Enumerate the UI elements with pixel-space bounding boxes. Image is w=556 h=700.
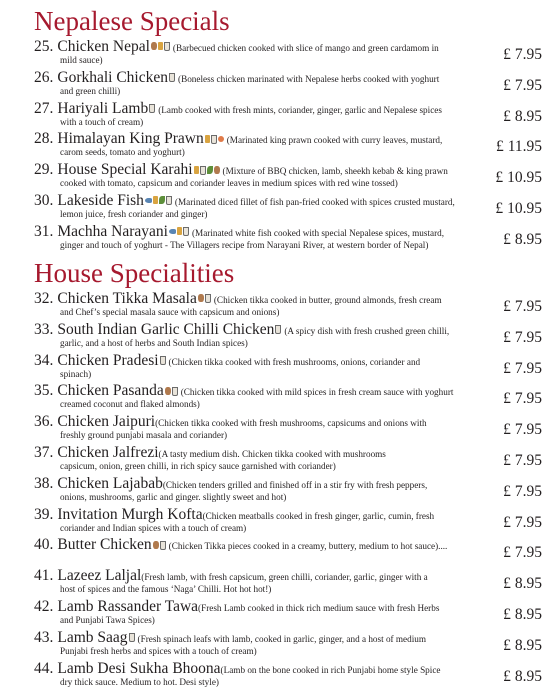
item-description: (Fresh lamb, with fresh capsicum, green chilli, coriander, garlic, ginger with a: [141, 572, 428, 583]
dietary-icons: [151, 42, 171, 52]
price-value: 8.95: [514, 107, 542, 125]
item-line: [34, 660, 484, 677]
item-description: (Chicken meatballs cooked in fresh ginger, garlic, cumin, fresh: [202, 510, 435, 521]
item-number: 26.: [34, 68, 54, 86]
item-price: [503, 483, 542, 500]
jar-icon: [153, 196, 158, 204]
item-price: [503, 668, 542, 685]
item-name: Chicken Nepal: [57, 38, 150, 55]
item-description-cont: [34, 117, 490, 128]
item-price: [503, 390, 542, 407]
item-line: [34, 100, 484, 117]
price-value: 7.95: [514, 298, 542, 315]
item-description-cont: [34, 615, 490, 626]
item-name: Lazeez Laljal: [57, 567, 142, 585]
price-value: 7.95: [514, 513, 542, 531]
item-description: (Chicken tikka cooked with mild spices in fresh cream sauce with yoghurt: [180, 387, 454, 398]
currency-symbol: £: [503, 544, 511, 562]
item-number: 33.: [34, 320, 54, 338]
item-description-end: ): [425, 239, 429, 250]
glass-icon: [172, 387, 178, 396]
price-value: 7.95: [514, 390, 542, 408]
item-description: (Chicken Tikka pieces cooked in a creamy, buttery, medium to hot sauce)....: [168, 541, 448, 552]
item-price: [503, 452, 542, 469]
currency-symbol: £: [503, 230, 511, 248]
item-number: 34.: [34, 351, 54, 369]
section-title-house-specialities: House Specialities: [34, 258, 235, 288]
currency-symbol: £: [503, 482, 511, 500]
item-name: Lamb Rassander Tawa: [57, 598, 199, 615]
currency-symbol: £: [503, 636, 511, 654]
item-description-cont: [34, 492, 490, 503]
item-name: Chicken Jalfrezi: [57, 444, 159, 461]
menu-item[interactable]: [34, 69, 544, 97]
price-value: 7.95: [514, 482, 542, 500]
price-value: 7.95: [514, 421, 542, 439]
menu-item[interactable]: [34, 536, 544, 562]
item-description: (Barbecued chicken cooked with slice of mango and green cardamom in: [172, 43, 439, 53]
item-line: [34, 444, 484, 461]
item-description: (A tasty medium dish. Chicken tikka cooked with mushrooms: [158, 449, 386, 459]
glass-icon: [166, 196, 172, 205]
item-number: 42.: [34, 598, 54, 615]
item-description-cont: [34, 178, 490, 189]
dietary-icons: [194, 166, 221, 176]
dietary-icons: [169, 227, 190, 237]
price-value: 8.95: [514, 575, 542, 593]
item-price: [503, 77, 542, 94]
menu-item[interactable]: [34, 629, 544, 657]
dietary-icons: [198, 294, 212, 304]
menu-item[interactable]: [34, 161, 544, 189]
meat-icon: [165, 387, 171, 395]
item-description: (Lamb on the bone cooked in rich Punjabi home style Spice: [220, 664, 441, 675]
price-value: 8.95: [514, 636, 542, 654]
jar-icon: [177, 227, 182, 235]
item-name: South Indian Garlic Chilli Chicken: [57, 320, 275, 338]
item-number: 36.: [34, 413, 54, 431]
item-description-cont: [34, 307, 490, 318]
item-number: 43.: [34, 628, 54, 646]
glass-icon: [129, 633, 135, 642]
price-value: 8.95: [514, 606, 542, 623]
item-number: 35.: [34, 382, 54, 400]
item-number: 28.: [34, 130, 54, 148]
item-line: [34, 290, 484, 307]
item-description-2: garlic, and a host of herbs and South Indian spices): [60, 337, 248, 348]
menu-item[interactable]: [34, 413, 544, 441]
item-number: 38.: [34, 474, 54, 492]
price-value: 7.95: [514, 544, 542, 562]
glass-icon: [205, 294, 211, 303]
item-description-2: freshly ground punjabi masala and coriander): [60, 430, 228, 441]
item-description: (Boneless chicken marinated with Nepalese herbs cooked with yoghurt: [178, 73, 440, 84]
item-line: [34, 161, 484, 178]
menu-item[interactable]: [34, 130, 544, 158]
item-description-cont: [34, 240, 490, 251]
currency-symbol: £: [503, 328, 511, 346]
item-description-2: carom seeds, tomato and yoghurt): [60, 147, 185, 158]
price-value: 10.95: [507, 200, 542, 217]
item-description-cont: [34, 209, 490, 220]
item-description-2: spinach): [60, 368, 92, 379]
currency-symbol: £: [503, 452, 511, 469]
menu-item[interactable]: [34, 192, 544, 220]
currency-symbol: £: [503, 667, 511, 685]
item-line: [34, 382, 484, 399]
item-line: [34, 475, 484, 492]
fish-icon: [145, 198, 152, 203]
item-price: [503, 637, 542, 654]
item-line: [34, 413, 484, 430]
item-line: [34, 598, 484, 615]
item-number: 41.: [34, 567, 54, 585]
menu-item[interactable]: [34, 475, 544, 503]
item-description-2: and Punjabi Tawa Spices): [60, 615, 155, 625]
price-value: 8.95: [514, 667, 542, 685]
item-price: [503, 606, 542, 623]
glass-icon: [211, 135, 217, 144]
item-name: Chicken Jaipuri: [57, 413, 156, 431]
fish-icon: [169, 229, 176, 234]
glass-icon: [149, 104, 155, 113]
item-number: 31.: [34, 222, 54, 240]
glass-icon: [164, 42, 170, 51]
menu-item[interactable]: [34, 506, 544, 534]
currency-symbol: £: [503, 298, 511, 315]
item-description: (Chicken tikka cooked with fresh mushrooms, onions, coriander and: [168, 356, 421, 367]
item-description-cont: [34, 523, 490, 534]
menu-item[interactable]: [34, 382, 544, 410]
glass-icon: [183, 227, 189, 236]
dietary-icons: [205, 135, 225, 145]
menu-item[interactable]: [34, 352, 544, 380]
dietary-icons: [149, 104, 156, 114]
item-price: [503, 575, 542, 592]
currency-symbol: £: [503, 513, 511, 531]
item-description-cont: [34, 55, 490, 66]
item-name: Lamb Desi Sukha Bhoona: [57, 659, 221, 677]
meat-icon: [153, 541, 159, 549]
glass-icon: [160, 541, 166, 550]
leaf-icon: [207, 166, 213, 174]
dietary-icons: [275, 325, 282, 335]
item-description-2: onions, mushrooms, garlic and ginger. slightly sweet and hot): [60, 491, 287, 502]
meat-icon: [198, 294, 204, 302]
item-number: 27.: [34, 99, 54, 117]
menu-item[interactable]: [34, 38, 544, 66]
item-name: Machha Narayani: [57, 222, 168, 240]
currency-symbol: £: [503, 46, 511, 63]
item-price: [495, 169, 542, 186]
item-price: [503, 421, 542, 438]
item-description-2: ginger and touch of yoghurt -: [60, 239, 171, 250]
shrimp-icon: [218, 136, 224, 142]
item-name: Chicken Tikka Masala: [57, 290, 197, 307]
item-line: [34, 130, 484, 147]
dietary-icons: [160, 356, 167, 366]
item-description: (Fresh Lamb cooked in thick rich medium sauce with fresh Herbs: [198, 603, 440, 613]
item-number: 37.: [34, 444, 54, 461]
price-value: 7.95: [514, 46, 542, 63]
item-price: [503, 514, 542, 531]
glass-icon: [275, 325, 281, 334]
currency-symbol: £: [503, 390, 511, 408]
item-description-2: with a touch of cream): [60, 116, 144, 127]
item-description-cont: [34, 147, 490, 158]
item-description-2: and green chilli): [60, 85, 121, 96]
menu-item[interactable]: [34, 321, 544, 349]
item-name: House Special Karahi: [57, 161, 193, 179]
item-description-cont: [34, 338, 490, 349]
currency-symbol: £: [503, 606, 511, 623]
item-description-cont: [34, 646, 490, 657]
menu-item[interactable]: [34, 100, 544, 128]
item-description-2: mild sauce): [60, 55, 103, 65]
item-description: (Chicken tikka cooked with fresh mushrooms, capsicums and onions with: [155, 418, 427, 429]
price-value: 10.95: [507, 169, 542, 187]
item-price: [503, 544, 542, 561]
leaf-icon: [159, 196, 165, 204]
currency-symbol: £: [495, 169, 504, 187]
item-line: [34, 38, 484, 55]
currency-symbol: £: [503, 76, 511, 94]
item-line: [34, 223, 484, 240]
price-value: 8.95: [514, 230, 542, 248]
currency-symbol: £: [503, 107, 511, 125]
menu-item[interactable]: [34, 567, 544, 595]
item-price: [496, 138, 542, 155]
item-line: [34, 536, 484, 553]
item-description: (Fresh spinach leafs with lamb, cooked in garlic, ginger, and a host of medium: [137, 633, 427, 644]
item-name: Chicken Pradesi: [57, 351, 159, 369]
item-description-cont: [34, 584, 490, 595]
price-value: 7.95: [514, 328, 542, 346]
item-description-cont: [34, 369, 490, 380]
menu-item[interactable]: [34, 290, 544, 318]
glass-icon: [169, 73, 175, 82]
dietary-icons: [145, 196, 173, 206]
item-price: [503, 298, 542, 315]
section-title-nepalese-specials: Nepalese Specials: [34, 6, 230, 36]
item-line: [34, 567, 484, 584]
currency-symbol: £: [503, 359, 511, 377]
item-description: (Marinated white fish cooked with special Nepalese spices, mustard,: [191, 227, 445, 238]
item-description-2: dry thick sauce. Medium to hot. Desi style): [60, 676, 219, 687]
item-description-2: lemon juice, fresh coriander and ginger): [60, 209, 208, 219]
jar-icon: [158, 42, 163, 50]
item-number: 32.: [34, 290, 54, 307]
item-number: 40.: [34, 536, 54, 554]
item-name: Lamb Saag: [57, 628, 128, 646]
item-description-2: and Chef’s special masala sauce with capsicum and onions): [60, 307, 280, 317]
item-description-cont: [34, 461, 490, 472]
item-description: (Chicken tikka cooked in butter, ground almonds, fresh cream: [213, 295, 442, 305]
item-description-2: creamed coconut and flaked almonds): [60, 399, 200, 410]
menu-item[interactable]: [34, 444, 544, 472]
item-price: [503, 46, 542, 63]
jar-icon: [205, 135, 210, 143]
item-description: (Marinated king prawn cooked with curry leaves, mustard,: [226, 135, 443, 146]
item-description: (Lamb cooked with fresh mints, coriander, ginger, garlic and Nepalese spices: [158, 104, 442, 115]
item-name: Chicken Pasanda: [57, 382, 164, 400]
item-description-note: The Villagers recipe from Narayani River, at western border of Nepal: [170, 239, 426, 250]
item-description-2: cooked with tomato, capsicum and coriander leaves in medium spices with red wine tossed): [60, 178, 398, 189]
menu-item[interactable]: [34, 598, 544, 626]
item-description-2: coriander and Indian spices with a touch of cream): [60, 522, 247, 533]
item-description-2: Punjabi fresh herbs and spices with a touch of cream): [60, 645, 257, 656]
item-description-2: host of spices and the famous ‘Naga’ Chilli. Hot hot hot!): [60, 584, 272, 595]
dietary-icons: [129, 633, 136, 643]
meat-icon: [214, 166, 220, 174]
item-description-cont: [34, 86, 490, 97]
currency-symbol: £: [495, 200, 504, 217]
item-number: 29.: [34, 161, 54, 179]
item-description-2: capsicum, onion, green chilli, in rich spicy sauce garnished with coriander): [60, 461, 336, 471]
item-price: [503, 231, 542, 248]
item-line: [34, 352, 484, 369]
price-value: 7.95: [514, 452, 542, 469]
item-price: [503, 108, 542, 125]
item-line: [34, 192, 484, 209]
currency-symbol: £: [495, 138, 504, 156]
item-name: Invitation Murgh Kofta: [57, 505, 203, 523]
item-name: Himalayan King Prawn: [57, 130, 204, 148]
jar-icon: [194, 166, 199, 174]
item-number: 25.: [34, 38, 54, 55]
item-name: Hariyali Lamb: [57, 99, 149, 117]
item-description-cont: [34, 399, 490, 410]
meat-icon: [151, 42, 157, 50]
item-name: Butter Chicken: [57, 536, 152, 554]
dietary-icons: [169, 73, 176, 83]
item-description: (Mixture of BBQ chicken, lamb, sheekh kebab & king prawn: [222, 166, 448, 177]
item-price: [503, 360, 542, 377]
item-name: Chicken Lajabab: [57, 474, 163, 492]
glass-icon: [200, 166, 206, 175]
item-price: [503, 329, 542, 346]
glass-icon: [160, 356, 166, 365]
currency-symbol: £: [503, 575, 511, 593]
item-description: (A spicy dish with fresh crushed green chilli,: [284, 325, 450, 336]
price-value: 7.95: [514, 76, 542, 94]
dietary-icons: [153, 541, 167, 551]
price-value: 7.95: [514, 359, 542, 377]
item-line: [34, 506, 484, 523]
item-description: (Marinated diced fillet of fish pan-fried cooked with spices crusted mustard,: [174, 197, 455, 207]
item-number: 30.: [34, 192, 54, 209]
menu-item[interactable]: [34, 660, 544, 688]
item-description-cont: [34, 677, 490, 688]
menu-item[interactable]: [34, 223, 544, 251]
item-number: 44.: [34, 659, 54, 677]
item-price: [495, 200, 542, 217]
price-value: 11.95: [507, 138, 542, 156]
item-number: 39.: [34, 505, 54, 523]
item-name: Gorkhali Chicken: [57, 68, 169, 86]
item-line: [34, 321, 484, 338]
item-description-cont: [34, 430, 490, 441]
item-name: Lakeside Fish: [57, 192, 144, 209]
item-line: [34, 629, 484, 646]
dietary-icons: [165, 387, 179, 397]
item-line: [34, 69, 484, 86]
currency-symbol: £: [503, 421, 511, 439]
item-description: (Chicken tenders grilled and finished off in a stir fry with fresh peppers,: [162, 479, 428, 490]
